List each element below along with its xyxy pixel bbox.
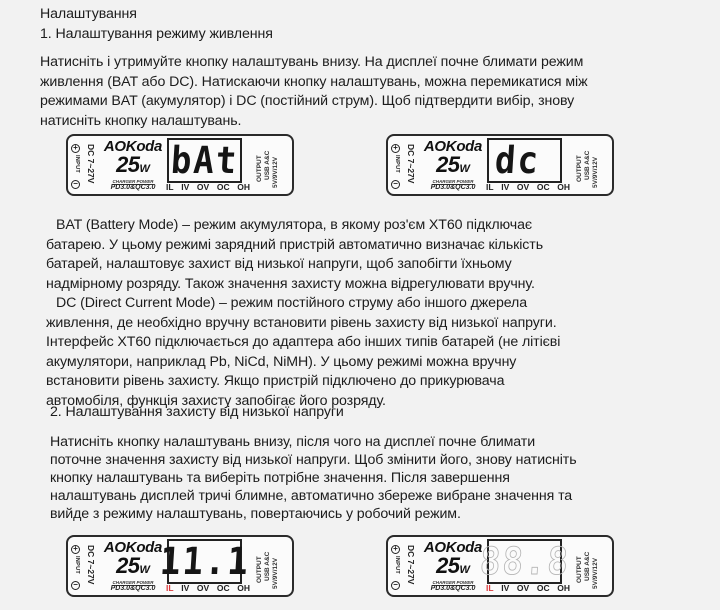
input-voltage: DC 7~27V [86, 144, 96, 184]
output-label: OUTPUT USB A&C 5V/9V/12V [576, 551, 599, 589]
plus-icon: + [71, 144, 80, 153]
lcd-value: dc [493, 138, 542, 183]
indicator-il: IL [166, 182, 174, 192]
indicator-il-active: IL [166, 583, 174, 593]
section2-heading: 2. Налаштування захисту від низької напруги [50, 404, 344, 420]
indicator-ov: OV [196, 182, 210, 192]
indicator-row: IL IV OV OC OH [486, 182, 570, 192]
section2-body: Натисніть кнопку налаштувань внизу, після чого на дисплеї почне блимати поточне значення захисту від низької напруги. Щоб змінити його, знову натисніть кнопку налаштувань та виберіть потрібне значення. Після завершення налаштувань дисплей тричі блимне, автоматично збереже вибране значення та вийде з режиму налаштувань, повертаючись у робочий режим. [50, 434, 577, 522]
indicator-iv: IV [181, 182, 190, 192]
device-display-voltage [66, 535, 294, 597]
indicator-row [166, 182, 250, 193]
dc-mode-description: DC (Direct Current Mode) – режим постійного струму або іншого джерела живлення, де необхідно вручну встановити рівень захисту від низької напруги. Інтерфейс XT60 підключається до адаптера або інших типів батарей (не літієві акумулятори, наприклад Pb, NiCd, NiMH). У цьому режимі можна вручну встановити рівень захисту. Якщо пристрій підключено до прикурювача автомобіля, функція захисту запобігає його розряду. [46, 295, 561, 409]
brand-logo: AOKoda [423, 539, 483, 556]
indicator-oc: OC [216, 182, 230, 192]
indicator-row: IL IV OV OC OH [166, 583, 250, 593]
indicator-il-active: IL [486, 583, 494, 593]
power-rating: 25W [436, 152, 470, 177]
output-label: OUTPUT USB A&C 5V/9V/12V [256, 150, 279, 188]
indicator-oh: OH [237, 182, 250, 192]
input-text: INPUT [74, 155, 80, 173]
input-label: + INPUT DC 7~27V − [70, 543, 100, 591]
brand-block [102, 138, 164, 192]
paragraph-line: живлення (BAT або DC). Натискаючи кнопку налаштувань, можна перемикатися між [40, 73, 588, 90]
brand-logo: AOKoda [103, 539, 163, 556]
lcd-screen [158, 539, 251, 584]
device-display-blinking [386, 535, 614, 597]
protocols: PD3.0&QC3.0 [110, 184, 156, 191]
lcd-value: 11.1 [158, 539, 251, 584]
lcd-screen [478, 539, 571, 584]
minus-icon: − [391, 581, 400, 590]
minus-icon: − [391, 180, 400, 189]
plus-icon: + [71, 545, 80, 554]
input-label: + INPUT DC 7~27V − [390, 543, 420, 591]
section1-heading: 1. Налаштування режиму живлення [40, 25, 273, 42]
lcd-screen [487, 138, 562, 183]
brand-logo: AOKoda [103, 138, 163, 155]
charger-subtitle: CHARGER POWER [112, 179, 154, 184]
brand-block: AOKoda 25W CHARGER POWER PD3.0&QC3.0 [423, 539, 483, 592]
lcd-screen [167, 138, 242, 183]
power-rating: 25W [116, 152, 150, 177]
minus-icon: − [71, 180, 80, 189]
output-label: OUTPUT USB A&C 5V/9V/12V [256, 551, 279, 589]
lcd-value: 88.8 [478, 539, 571, 584]
paragraph-line: режимами BAT (акумулятор) і DC (постійний струм). Щоб підтвердити вибір, знову [40, 93, 575, 109]
document-title: Налаштування [40, 6, 137, 22]
plus-icon: + [391, 144, 400, 153]
indicator-row: IL IV OV OC OH [486, 583, 570, 593]
section1-intro [40, 53, 587, 131]
brand-block: AOKoda 25W CHARGER POWER PD3.0&QC3.0 [103, 539, 163, 592]
minus-icon: − [71, 581, 80, 590]
paragraph-line: Натисніть і утримуйте кнопку налаштувань внизу. На дисплеї почне блимати режим [40, 54, 584, 70]
output-label: OUTPUT USB A&C 5V/9V/12V [576, 150, 599, 188]
plus-icon: + [391, 545, 400, 554]
input-label [70, 142, 100, 190]
header-block [40, 5, 273, 44]
device-display-bat [66, 134, 294, 196]
bat-mode-description: BAT (Battery Mode) – режим акумулятора, в якому роз'єм XT60 підключає батарею. У цьому режимі зарядний пристрій автоматично визначає кількість батарей, налаштовує захист від низької напруги, щоб запобігти їхньому надмірному розряду. Також значення захисту можна відрегулювати вручну. [46, 217, 543, 292]
lcd-value: bAt [169, 138, 240, 183]
power-rating: 25W [436, 553, 470, 578]
power-rating: 25W [116, 553, 150, 578]
device-display-dc [386, 134, 614, 196]
brand-logo: AOKoda [423, 138, 483, 155]
input-label: + INPUT DC 7~27V − [390, 142, 420, 190]
paragraph-line: натисніть кнопку налаштувань. [40, 112, 242, 129]
brand-block: AOKoda 25W CHARGER POWER PD3.0&QC3.0 [423, 138, 483, 191]
section2-heading-block [50, 403, 344, 423]
